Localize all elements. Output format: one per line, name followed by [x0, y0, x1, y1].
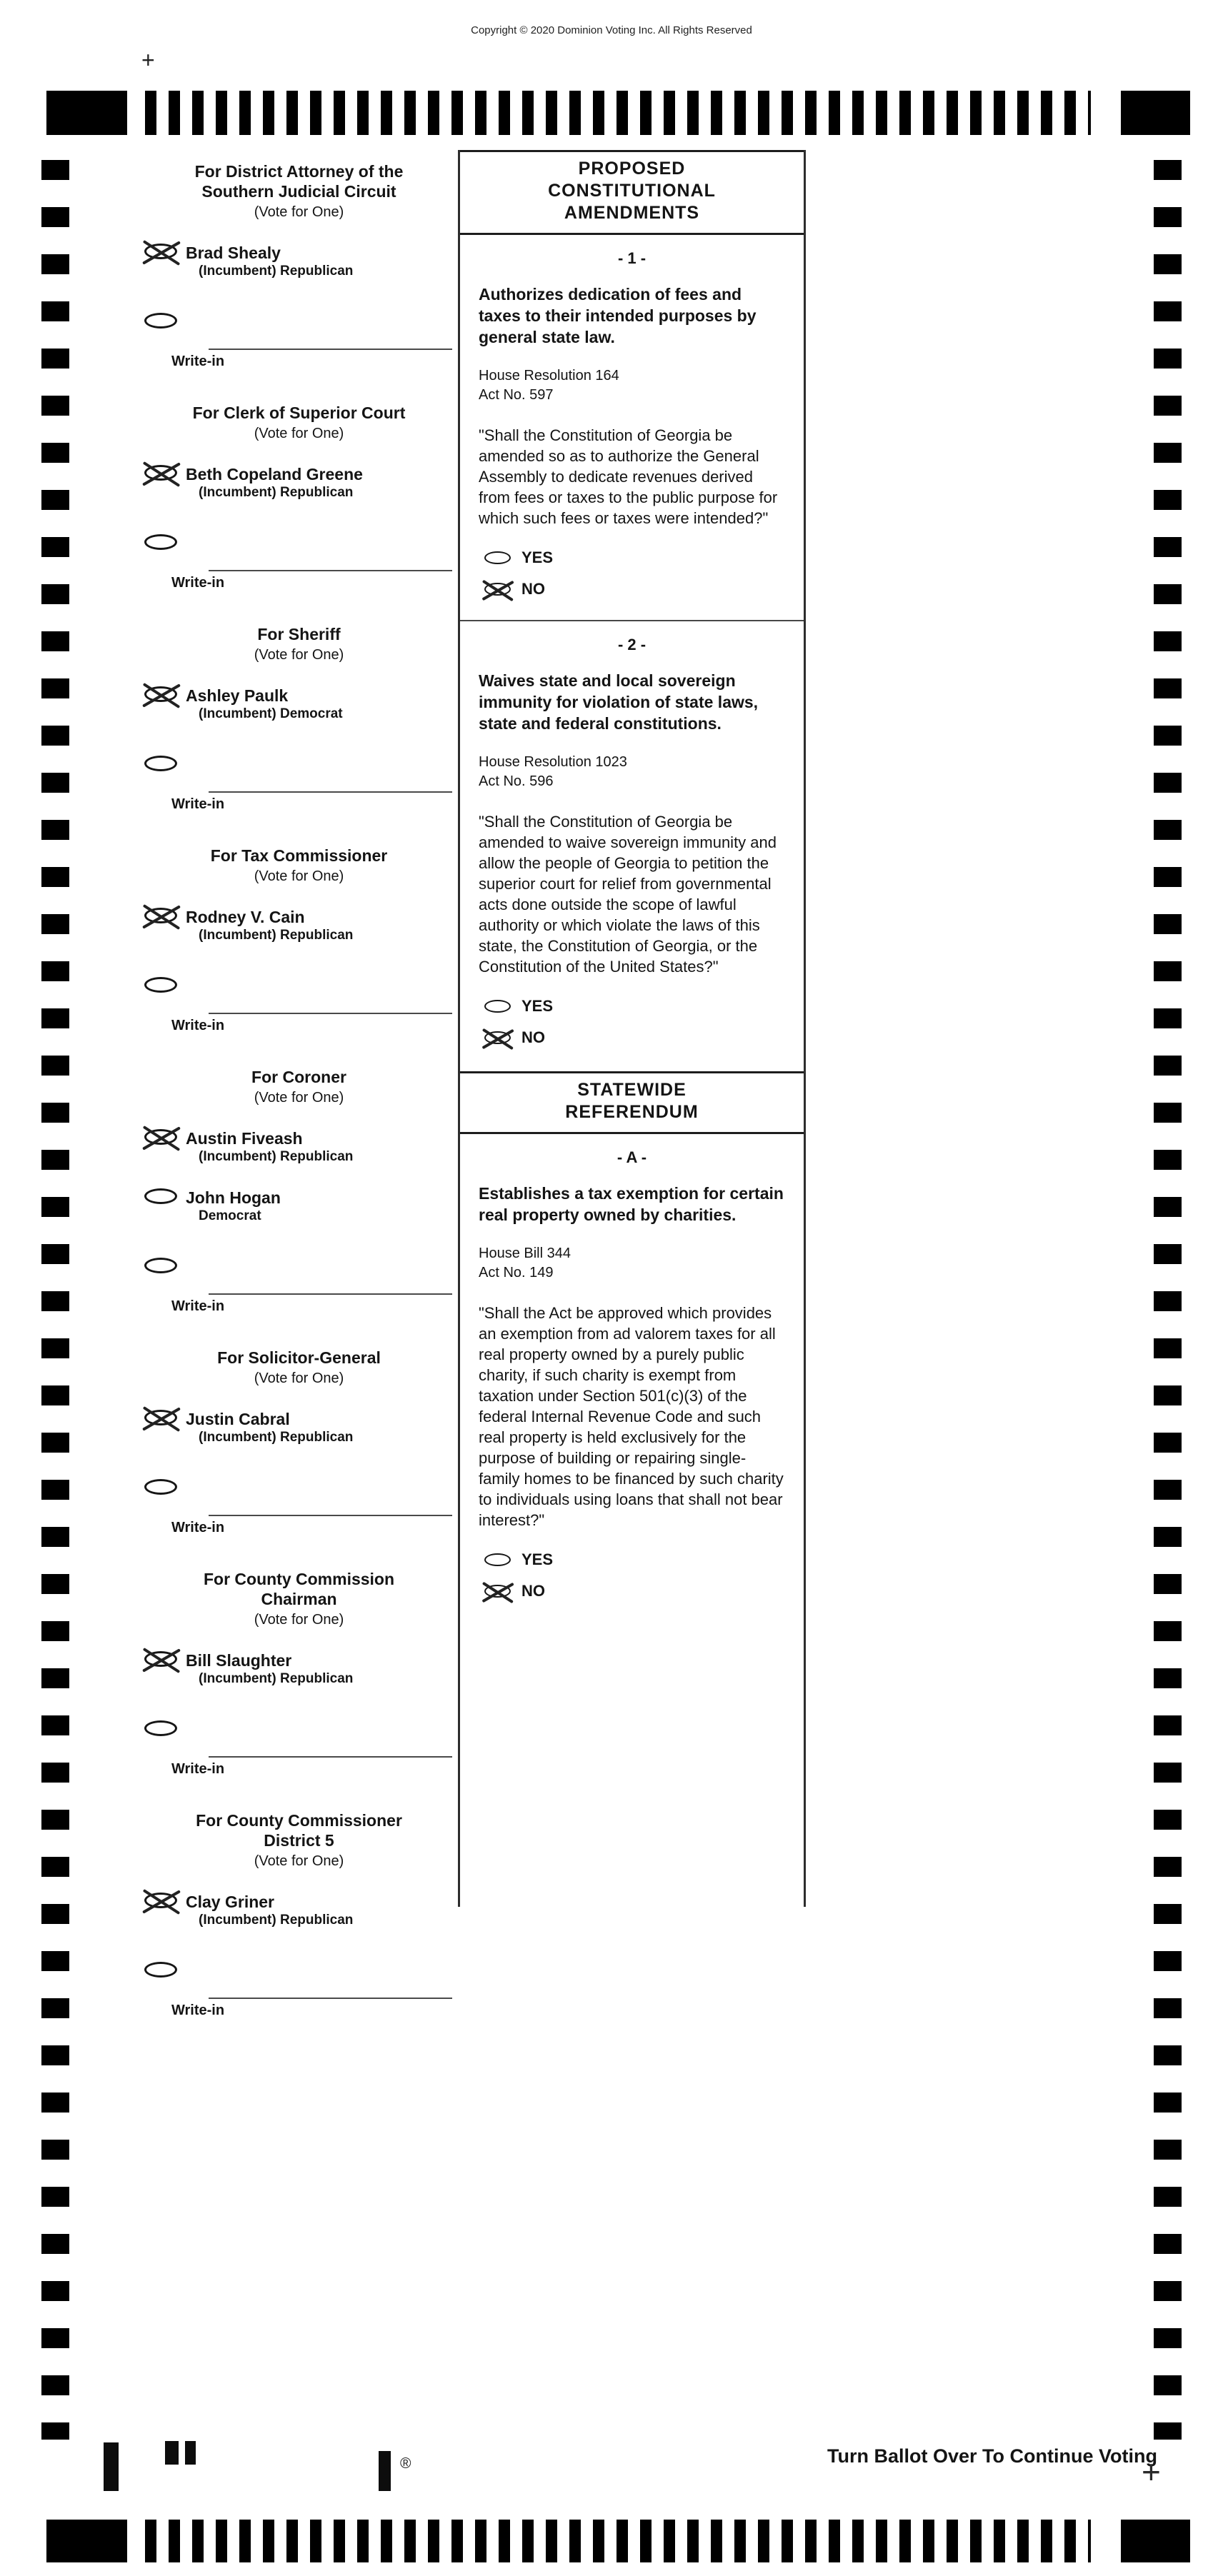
measure-summary: Waives state and local sovereign immunity for violation of state laws, state and federal constitutions. [479, 671, 759, 733]
candidate-name: John Hogan [186, 1188, 281, 1207]
write-in-line[interactable] [209, 1293, 452, 1295]
timing-marks-bottom [46, 2520, 1190, 2562]
candidate-row [140, 465, 458, 501]
candidate-party: (Incumbent) Republican [199, 1430, 354, 1445]
candidate-name: Brad Shealy [186, 244, 281, 262]
timing-block-left [46, 2520, 127, 2562]
write-in-label: Write-in [171, 354, 225, 369]
measure-references [479, 1244, 785, 1283]
candidate-row [140, 1188, 458, 1225]
contest-title: For County Commissioner District 5 [196, 1811, 402, 1850]
candidate-row [140, 686, 458, 723]
timing-bars [145, 2520, 1091, 2562]
contest-title: For Solicitor-General [217, 1348, 381, 1367]
no-option-row [479, 1028, 785, 1047]
contest-title: For County Commission Chairman [203, 1570, 395, 1608]
contest-solicitor-general [140, 1348, 458, 1536]
contest-title: For Coroner [251, 1068, 346, 1086]
contest-county-commission-chairman [140, 1569, 458, 1778]
timing-marks-left-edge [41, 160, 69, 2440]
contests-column [140, 150, 458, 2052]
measure-number: - 1 - [617, 249, 647, 267]
timing-block-right [1121, 91, 1190, 135]
write-in-block [140, 570, 458, 591]
write-in-line[interactable] [209, 570, 452, 571]
ballot-body [140, 150, 806, 2052]
contest-tax-commissioner [140, 846, 458, 1034]
measure-reference-line: House Resolution 164 [479, 368, 619, 384]
no-option-row [479, 580, 785, 598]
stub-alignment-mark [379, 2451, 391, 2491]
vote-for-instruction: (Vote for One) [254, 1853, 344, 1869]
vote-for-instruction: (Vote for One) [254, 1612, 344, 1628]
ballot-oval[interactable] [144, 1410, 177, 1425]
write-in-label: Write-in [171, 1298, 225, 1314]
candidate-row [140, 244, 458, 280]
measure-reference-line: Act No. 596 [479, 773, 554, 789]
no-oval[interactable] [484, 583, 511, 596]
no-label: NO [521, 1582, 545, 1600]
no-oval[interactable] [484, 1585, 511, 1598]
stub-alignment-mark [185, 2441, 196, 2465]
measure-question: "Shall the Act be approved which provides an exemption from ad valorem taxes for all real property owned by a purely public charity, if such charity is exempt from taxation under Section 501(c)(3) of the federal Internal Revenue Code and such real property is held exclusively for the purpose of building or repairing single-family homes to be financed by such charity to individuals using loans that shall not bear interest?" [479, 1304, 784, 1529]
measure-amendment-1 [479, 249, 785, 598]
write-in-block [140, 1013, 458, 1034]
write-in-line[interactable] [209, 349, 452, 350]
candidate-row [140, 908, 458, 944]
write-in-oval-row [140, 1962, 458, 1978]
write-in-block [140, 791, 458, 813]
write-in-oval-row [140, 756, 458, 771]
write-in-oval-row [140, 977, 458, 993]
measure-references [479, 366, 785, 405]
yes-oval[interactable] [484, 1000, 511, 1013]
measure-reference-line: House Bill 344 [479, 1246, 571, 1261]
no-label: NO [521, 580, 545, 598]
copyright-line: Copyright © 2020 Dominion Voting Inc. All Rights Reserved [471, 24, 752, 36]
yes-option-row [479, 1550, 785, 1569]
write-in-block [140, 1756, 458, 1778]
yes-label: YES [521, 1550, 554, 1568]
write-in-oval[interactable] [144, 756, 177, 771]
write-in-line[interactable] [209, 1013, 452, 1014]
measure-referendum-a [479, 1148, 785, 1600]
contest-county-commissioner-district-5 [140, 1810, 458, 2019]
yes-label: YES [521, 548, 554, 566]
write-in-label: Write-in [171, 796, 225, 812]
write-in-oval-row [140, 1479, 458, 1495]
measure-amendment-2 [479, 636, 785, 1047]
candidate-party: (Incumbent) Republican [199, 1913, 354, 1928]
measure-separator [460, 620, 804, 621]
measure-question: "Shall the Constitution of Georgia be amended to waive sovereign immunity and allow the people of Georgia to petition the superior court for relief from governmental acts done outside the scope of lawful authority or which violate the laws of this state, the Constitution of Georgia, or the Constitution of the United States?" [479, 813, 777, 976]
write-in-label: Write-in [171, 2003, 225, 2018]
no-label: NO [521, 1028, 545, 1046]
yes-oval[interactable] [484, 1553, 511, 1566]
stub-alignment-mark [104, 2442, 119, 2491]
contest-sheriff [140, 624, 458, 813]
write-in-block [140, 1998, 458, 2019]
ballot-oval[interactable] [144, 908, 177, 923]
timing-block-left [46, 91, 127, 135]
vote-for-instruction: (Vote for One) [254, 204, 344, 220]
candidate-party: (Incumbent) Republican [199, 1149, 354, 1164]
write-in-oval-row [140, 534, 458, 550]
no-option-row [479, 1582, 785, 1600]
write-in-line[interactable] [209, 1515, 452, 1516]
yes-oval[interactable] [484, 551, 511, 564]
registration-plus-icon: + [141, 47, 155, 73]
candidate-name: Ashley Paulk [186, 686, 289, 705]
candidate-party: (Incumbent) Republican [199, 1671, 354, 1686]
write-in-line[interactable] [209, 791, 452, 793]
contest-title: For Clerk of Superior Court [192, 404, 406, 422]
measure-question: "Shall the Constitution of Georgia be amended so as to authorize the General Assembly to dedicate revenues derived from fees or taxes to the public purpose for which such fees or taxes were intended?" [479, 426, 778, 527]
write-in-label: Write-in [171, 575, 225, 591]
candidate-party: (Incumbent) Democrat [199, 706, 343, 721]
measure-reference-line: House Resolution 1023 [479, 754, 627, 770]
timing-bars [145, 91, 1091, 135]
write-in-label: Write-in [171, 1520, 225, 1535]
write-in-line[interactable] [209, 1998, 452, 1999]
yes-option-row [479, 548, 785, 567]
measure-number: - A - [617, 1148, 647, 1166]
write-in-oval[interactable] [144, 1479, 177, 1495]
write-in-oval-row [140, 313, 458, 329]
no-oval[interactable] [484, 1031, 511, 1044]
section-header-text: STATEWIDE REFERENDUM [565, 1080, 699, 1122]
write-in-line[interactable] [209, 1756, 452, 1758]
candidate-party: (Incumbent) Republican [199, 485, 354, 500]
ballot-oval[interactable] [144, 465, 177, 481]
section-header-amendments [460, 150, 804, 235]
contest-coroner [140, 1067, 458, 1315]
candidate-party: (Incumbent) Republican [199, 928, 354, 943]
ballot-oval[interactable] [144, 244, 177, 259]
candidate-row [140, 1651, 458, 1688]
contest-clerk-superior-court [140, 403, 458, 591]
write-in-oval-row [140, 1720, 458, 1736]
vote-for-instruction: (Vote for One) [254, 1370, 344, 1386]
write-in-block [140, 349, 458, 370]
write-in-block [140, 1293, 458, 1315]
timing-marks-top [46, 91, 1190, 135]
vote-for-instruction: (Vote for One) [254, 868, 344, 884]
ballot-oval[interactable] [144, 1893, 177, 1908]
candidate-party: (Incumbent) Republican [199, 264, 354, 279]
candidate-name: Beth Copeland Greene [186, 465, 363, 483]
measure-number: - 2 - [617, 636, 647, 653]
vote-for-instruction: (Vote for One) [254, 1090, 344, 1106]
write-in-label: Write-in [171, 1018, 225, 1033]
contest-title: For Tax Commissioner [210, 846, 388, 865]
timing-block-right [1121, 2520, 1190, 2562]
candidate-name: Austin Fiveash [186, 1129, 303, 1148]
write-in-oval-row [140, 1258, 458, 1273]
stub-alignment-mark [165, 2441, 179, 2465]
write-in-label: Write-in [171, 1761, 225, 1777]
registration-cross-icon: + [1142, 2453, 1161, 2490]
yes-label: YES [521, 997, 554, 1015]
candidate-name: Justin Cabral [186, 1410, 290, 1428]
ballot-oval[interactable] [144, 1129, 177, 1145]
candidate-name: Rodney V. Cain [186, 908, 305, 926]
candidate-name: Bill Slaughter [186, 1651, 292, 1670]
ballot-oval[interactable] [144, 1188, 177, 1204]
registered-trademark-icon: ® [400, 2455, 411, 2472]
write-in-oval[interactable] [144, 1720, 177, 1736]
yes-option-row [479, 997, 785, 1016]
vote-for-instruction: (Vote for One) [254, 426, 344, 441]
ballot-oval[interactable] [144, 1651, 177, 1667]
candidate-row [140, 1129, 458, 1166]
measure-summary: Authorizes dedication of fees and taxes to their intended purposes by general state law. [479, 285, 757, 346]
contest-title: For District Attorney of the Southern Judicial Circuit [194, 162, 404, 201]
contest-district-attorney [140, 161, 458, 370]
section-header-referendum [460, 1071, 804, 1134]
timing-marks-right-edge [1154, 160, 1182, 2440]
candidate-row [140, 1410, 458, 1446]
contest-title: For Sheriff [257, 625, 341, 643]
measure-summary: Establishes a tax exemption for certain real property owned by charities. [479, 1184, 784, 1224]
measure-reference-line: Act No. 597 [479, 387, 554, 403]
write-in-oval[interactable] [144, 313, 177, 329]
section-header-text: PROPOSED CONSTITUTIONAL AMENDMENTS [548, 159, 716, 223]
measure-references [479, 753, 785, 791]
turn-ballot-over-notice: Turn Ballot Over To Continue Voting [827, 2445, 1157, 2467]
write-in-oval[interactable] [144, 1258, 177, 1273]
write-in-block [140, 1515, 458, 1536]
measures-column [458, 150, 806, 1907]
write-in-oval[interactable] [144, 534, 177, 550]
vote-for-instruction: (Vote for One) [254, 647, 344, 663]
candidate-row [140, 1893, 458, 1929]
ballot-oval[interactable] [144, 686, 177, 702]
measure-reference-line: Act No. 149 [479, 1265, 554, 1281]
candidate-party: Democrat [199, 1208, 261, 1223]
write-in-oval[interactable] [144, 1962, 177, 1978]
write-in-oval[interactable] [144, 977, 177, 993]
candidate-name: Clay Griner [186, 1893, 274, 1911]
